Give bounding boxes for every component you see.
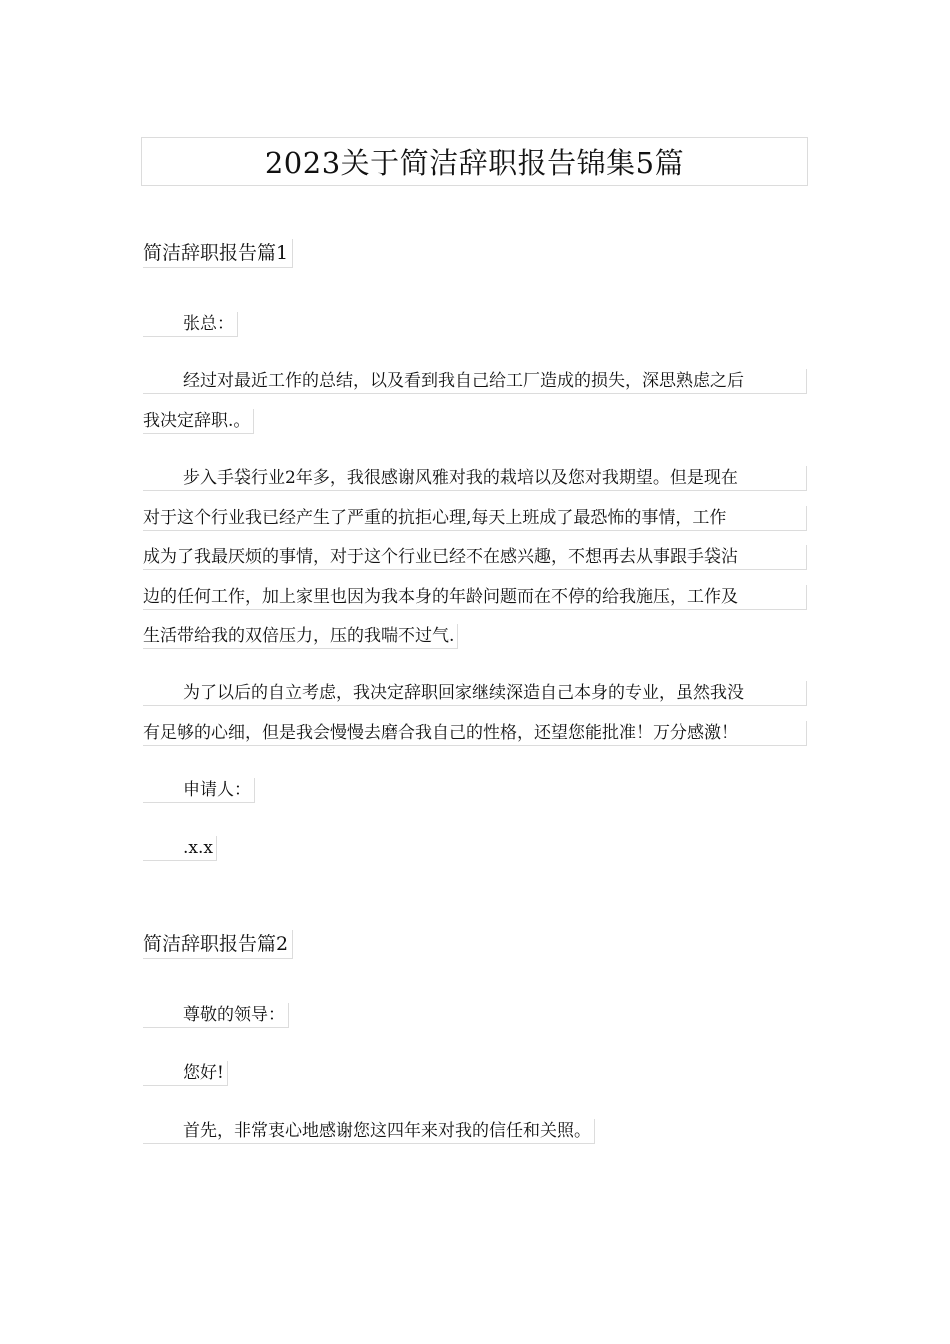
salutation-2: 尊敬的领导： [143,1003,289,1028]
paragraph-line: 生活带给我的双倍压力，压的我喘不过气. [143,624,458,649]
paragraph-line: 对于这个行业我已经产生了严重的抗拒心理,每天上班成了最恐怖的事情，工作 [143,506,807,531]
paragraph-line: 步入手袋行业2年多，我很感谢风雅对我的栽培以及您对我期望。但是现在 [143,466,807,491]
salutation-1: 张总： [143,312,238,337]
section-heading-1: 简洁辞职报告篇1 [143,239,293,268]
paragraph-line: 经过对最近工作的总结，以及看到我自己给工厂造成的损失，深思熟虑之后 [143,369,807,394]
paragraph-line: 为了以后的自立考虑，我决定辞职回家继续深造自己本身的专业，虽然我没 [143,681,807,706]
document-title: 2023关于简洁辞职报告锦集5篇 [141,137,808,186]
paragraph-line: 我决定辞职.。 [143,409,254,434]
paragraph-line: 首先，非常衷心地感谢您这四年来对我的信任和关照。 [143,1119,595,1144]
date-line: .x.x [143,836,217,861]
paragraph-line: 有足够的心细，但是我会慢慢去磨合我自己的性格，还望您能批准！万分感激！ [143,721,807,746]
paragraph-line: 成为了我最厌烦的事情，对于这个行业已经不在感兴趣，不想再去从事跟手袋沾 [143,545,807,570]
section-heading-2: 简洁辞职报告篇2 [143,930,293,959]
applicant-label: 申请人： [143,778,255,803]
paragraph-line: 边的任何工作，加上家里也因为我本身的年龄问题而在不停的给我施压，工作及 [143,585,807,610]
greeting-line: 您好! [143,1061,228,1086]
